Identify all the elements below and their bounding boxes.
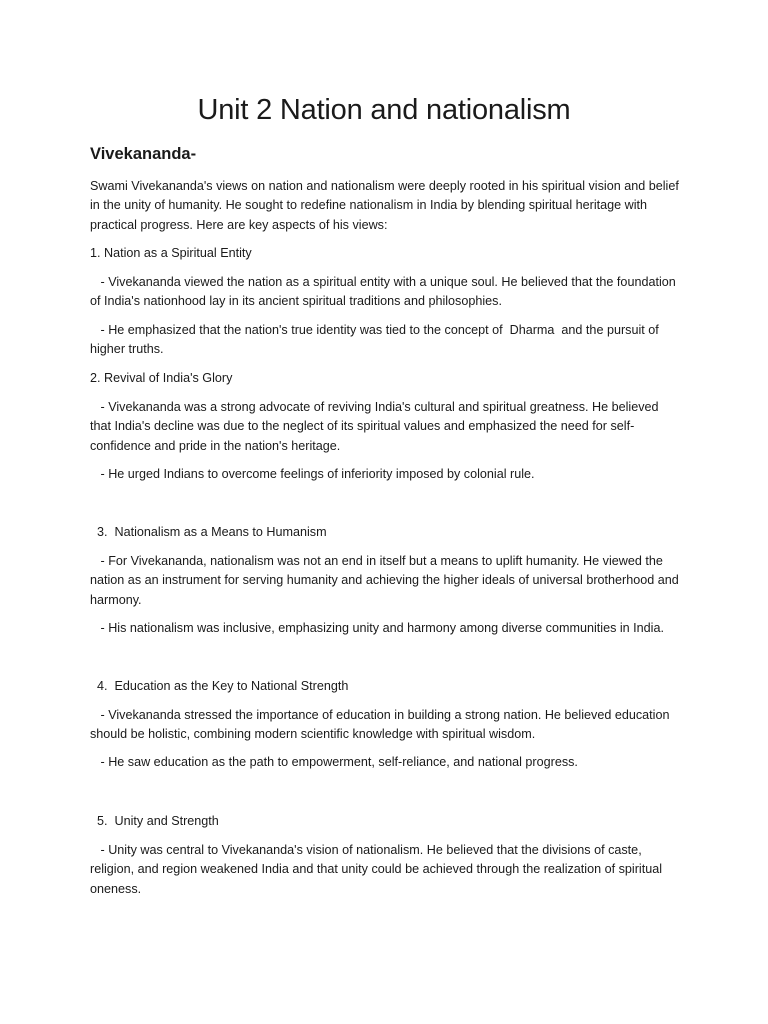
intro-paragraph: Swami Vivekananda's views on nation and nationalism were deeply rooted in his spiritual vision and belief in the unity of humanity. He sought to redefine nationalism in India by blending spiritual heritage with practical progress. Here are key aspects of his views: xyxy=(90,179,683,232)
point-heading-3: 3. Nationalism as a Means to Humanism xyxy=(90,525,327,539)
point-1-text-a: - Vivekananda viewed the nation as a spiritual entity with a unique soul. He believed that the foundation of India's nationhood lay in its ancient spiritual traditions and philosophies. xyxy=(90,275,680,309)
point-2-text-b: - He urged Indians to overcome feelings of inferiority imposed by colonial rule. xyxy=(90,467,535,481)
point-5-text-a: - Unity was central to Vivekananda's vision of nationalism. He believed that the divisions of caste, religion, and region weakened India and that unity could be achieved through the realization of spiritual oneness. xyxy=(90,843,666,896)
point-heading-5: 5. Unity and Strength xyxy=(90,814,219,828)
point-heading-4: 4. Education as the Key to National Strength xyxy=(90,679,349,693)
point-heading-2: 2. Revival of India's Glory xyxy=(90,371,233,385)
point-1-text-b: - He emphasized that the nation's true identity was tied to the concept of Dharma and the pursuit of higher truths. xyxy=(90,323,663,357)
section-heading: Vivekananda- xyxy=(90,145,197,163)
point-2-text-a: - Vivekananda was a strong advocate of reviving India's cultural and spiritual greatness. He believed that India's decline was due to the neglect of its spiritual values and emphasized the need for self-confidence and pride in the nation's heritage. xyxy=(90,400,663,453)
point-4-text-a: - Vivekananda stressed the importance of education in building a strong nation. He believed education should be holistic, combining modern scientific knowledge with spiritual wisdom. xyxy=(90,708,673,742)
point-3-text-b: - His nationalism was inclusive, emphasizing unity and harmony among diverse communities in India. xyxy=(90,621,664,635)
point-heading-1: 1. Nation as a Spiritual Entity xyxy=(90,246,252,260)
page-title: Unit 2 Nation and nationalism xyxy=(197,94,571,126)
point-3-text-a: - For Vivekananda, nationalism was not an end in itself but a means to uplift humanity. He viewed the nation as an instrument for serving humanity and achieving the higher ideals of universal brotherhood and harmony. xyxy=(90,554,683,607)
point-4-text-b: - He saw education as the path to empowerment, self-reliance, and national progress. xyxy=(90,755,578,769)
